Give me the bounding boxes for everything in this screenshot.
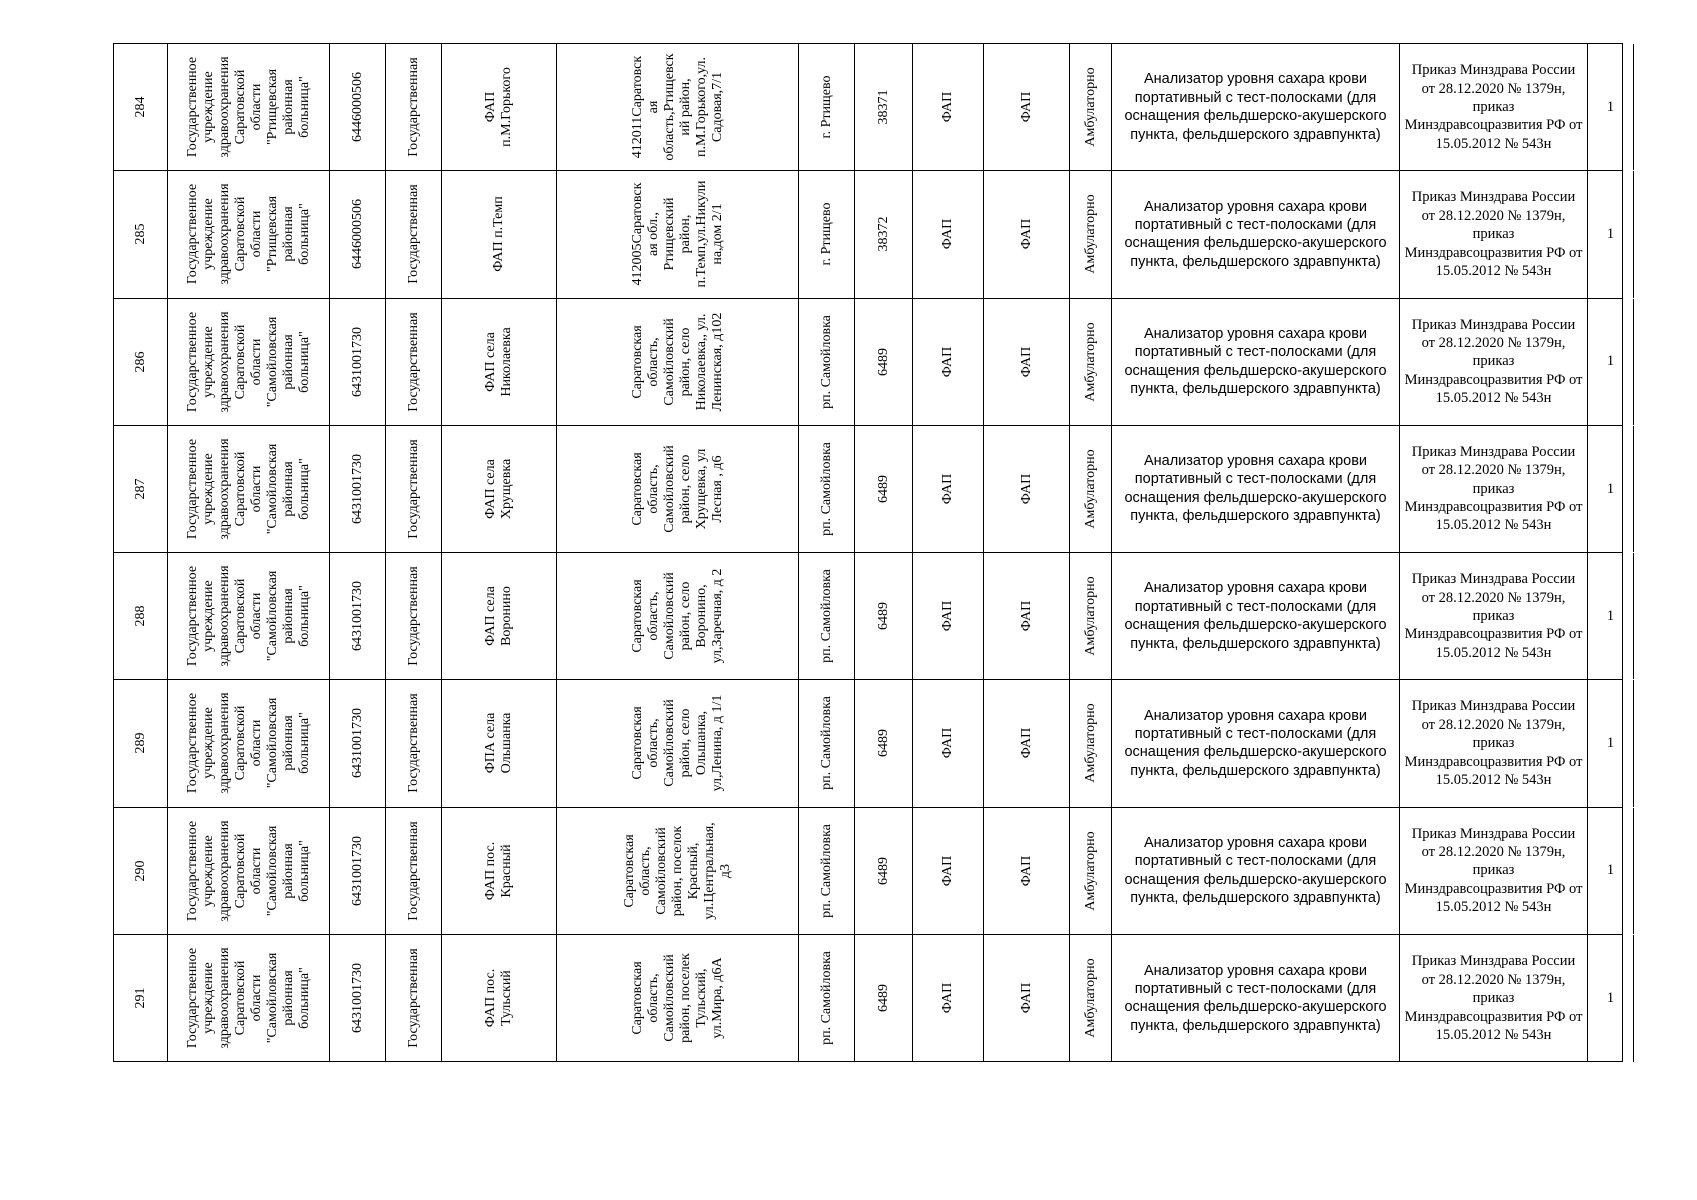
care-conditions-cell <box>1070 299 1112 425</box>
equipment-name-cell <box>1112 44 1400 170</box>
care-conditions: Амбулаторно <box>1082 831 1098 911</box>
regulation-order-cell <box>1400 680 1588 806</box>
quantity: 1 <box>1606 607 1615 624</box>
ownership-form: Государственная <box>405 693 421 794</box>
ownership-form: Государственная <box>405 439 421 539</box>
row-number-cell <box>114 808 168 934</box>
facility-type-cell <box>913 171 984 297</box>
quantity-cell <box>1588 553 1634 679</box>
organization-name: Государственное учреждение здравоохранения Саратовской области "Самойловская районная больница" <box>184 438 312 540</box>
unit-type-cell <box>984 808 1070 934</box>
organization-name-cell <box>168 808 330 934</box>
unit-type-cell <box>984 299 1070 425</box>
organization-name: Государственное учреждение здравоохранения Саратовской области "Самойловская районная больница" <box>184 692 312 794</box>
equipment-name-cell <box>1112 426 1400 552</box>
inn-number: 6446000506 <box>349 199 365 270</box>
quantity: 1 <box>1606 226 1615 243</box>
regulation-order: Приказ Минздрава России от 28.12.2020 № 1379н, приказ Минздравсоцразвития РФ от 15.05.2012 № 543н <box>1404 953 1583 1043</box>
oktmo-code: 6489 <box>875 729 891 758</box>
table-row <box>114 935 1622 1062</box>
facility-address: 412011Саратовск ая область,Ртищевск ий район, п.М.Горького,ул. Садовая,7/1 <box>629 53 725 161</box>
facility-type-cell <box>913 299 984 425</box>
inn-number: 6431001730 <box>349 581 365 652</box>
unit-type-cell <box>984 171 1070 297</box>
locality-cell <box>799 680 855 806</box>
care-conditions: Амбулаторно <box>1082 322 1098 402</box>
oktmo-code-cell <box>855 44 913 170</box>
locality-cell <box>799 171 855 297</box>
locality: рп. Самойловка <box>818 569 834 664</box>
facility-name: ФАП п.Темп <box>491 196 506 273</box>
organization-name-cell <box>168 935 330 1062</box>
equipment-name: Анализатор уровня сахара крови портативный с тест-полосками (для оснащения фельдшерско-акушерского пункта, фельдшерского здравпункта) <box>1124 962 1387 1034</box>
facility-type: ФАП <box>940 983 955 1014</box>
equipment-name: Анализатор уровня сахара крови портативный с тест-полосками (для оснащения фельдшерско-акушерского пункта, фельдшерского здравпункта) <box>1124 834 1387 907</box>
quantity: 1 <box>1606 480 1615 497</box>
regulation-order: Приказ Минздрава России от 28.12.2020 № 1379н, приказ Минздравсоцразвития РФ от 15.05.2012 № 543н <box>1404 443 1583 534</box>
care-conditions-cell <box>1070 680 1112 806</box>
inn-number: 6431001730 <box>349 453 365 524</box>
unit-type-cell <box>984 426 1070 552</box>
row-number: 286 <box>132 351 148 373</box>
row-number: 287 <box>132 478 148 500</box>
facility-type: ФАП <box>940 600 955 632</box>
care-conditions-cell <box>1070 808 1112 934</box>
regulation-order: Приказ Минздрава России от 28.12.2020 № 1379н, приказ Минздравсоцразвития РФ от 15.05.2012 № 543н <box>1404 62 1583 152</box>
facility-name-cell <box>442 935 557 1062</box>
facility-address: 412005Саратовск ая обл., Ртищевский район, п.Темп,ул.Никули на,дом 2/1 <box>629 180 725 288</box>
ownership-form-cell <box>386 935 442 1062</box>
oktmo-code-cell <box>855 680 913 806</box>
facility-address-cell <box>557 299 799 425</box>
facility-name-cell <box>442 299 557 425</box>
care-conditions: Амбулаторно <box>1082 67 1098 147</box>
locality: г. Ртищево <box>818 75 834 139</box>
unit-type-cell <box>984 553 1070 679</box>
row-number: 284 <box>132 96 148 118</box>
regulation-order: Приказ Минздрава России от 28.12.2020 № 1379н, приказ Минздравсоцразвития РФ от 15.05.2012 № 543н <box>1404 825 1583 916</box>
table-row <box>114 299 1622 426</box>
row-number-cell <box>114 426 168 552</box>
ownership-form-cell <box>386 44 442 170</box>
inn-number: 6431001730 <box>349 326 365 397</box>
oktmo-code-cell <box>855 808 913 934</box>
facility-name: ФАП села Воронино <box>483 586 514 647</box>
row-number-cell <box>114 299 168 425</box>
inn-number-cell <box>330 553 386 679</box>
inn-number-cell <box>330 680 386 806</box>
table-row <box>114 553 1622 680</box>
ownership-form: Государственная <box>405 566 421 666</box>
regulation-order: Приказ Минздрава России от 28.12.2020 № 1379н, приказ Минздравсоцразвития РФ от 15.05.2012 № 543н <box>1404 698 1583 788</box>
table-row <box>114 426 1622 553</box>
inn-number-cell <box>330 171 386 297</box>
equipment-name-cell <box>1112 935 1400 1062</box>
oktmo-code: 6489 <box>875 347 891 376</box>
facility-address-cell <box>557 553 799 679</box>
oktmo-code: 6489 <box>875 984 891 1013</box>
unit-type: ФАП <box>1018 346 1034 377</box>
unit-type-cell <box>984 935 1070 1062</box>
organization-name-cell <box>168 680 330 806</box>
regulation-order-cell <box>1400 935 1588 1062</box>
facility-type: ФАП <box>940 473 955 505</box>
facility-name: ФАП пос. Тульский <box>483 969 514 1028</box>
care-conditions: Амбулаторно <box>1082 576 1098 656</box>
inn-number-cell <box>330 44 386 170</box>
ownership-form-cell <box>386 299 442 425</box>
unit-type: ФАП <box>1018 219 1034 250</box>
quantity: 1 <box>1606 990 1615 1007</box>
facility-name: ФАП п.М.Горького <box>483 67 514 147</box>
facility-type-cell <box>913 553 984 679</box>
organization-name: Государственное учреждение здравоохранения Саратовской области "Самойловская районная больница" <box>184 565 312 667</box>
facility-name-cell <box>442 171 557 297</box>
row-number-cell <box>114 44 168 170</box>
organization-name-cell <box>168 44 330 170</box>
quantity: 1 <box>1606 862 1615 879</box>
facility-address: Саратовская область, Самойловский район, село Хрущевка, ул Лесная , д6 <box>629 445 725 533</box>
row-number-cell <box>114 553 168 679</box>
facility-type: ФАП <box>940 728 955 759</box>
care-conditions-cell <box>1070 935 1112 1062</box>
care-conditions: Амбулаторно <box>1082 449 1098 529</box>
facility-name-cell <box>442 680 557 806</box>
care-conditions-cell <box>1070 426 1112 552</box>
row-number-cell <box>114 171 168 297</box>
unit-type-cell <box>984 680 1070 806</box>
unit-type: ФАП <box>1018 600 1034 632</box>
locality: рп. Самойловка <box>818 823 834 918</box>
ownership-form: Государственная <box>405 184 421 285</box>
facility-type: ФАП <box>940 855 955 886</box>
organization-name-cell <box>168 426 330 552</box>
equipment-name-cell <box>1112 680 1400 806</box>
equipment-name-cell <box>1112 299 1400 425</box>
oktmo-code: 6489 <box>875 856 891 885</box>
quantity-cell <box>1588 171 1634 297</box>
quantity-cell <box>1588 808 1634 934</box>
equipment-name-cell <box>1112 171 1400 297</box>
facility-name: ФПА села Ольшанка <box>483 712 514 774</box>
oktmo-code-cell <box>855 935 913 1062</box>
inn-number: 6431001730 <box>349 835 365 906</box>
regulation-order-cell <box>1400 553 1588 679</box>
organization-name: Государственное учреждение здравоохранения Саратовской области "Самойловская районная больница" <box>184 820 312 922</box>
care-conditions: Амбулаторно <box>1082 958 1098 1038</box>
facility-address: Саратовская область, Самойловский район, село Николаевка,, ул. Ленинская, д102 <box>629 312 725 411</box>
unit-type-cell <box>984 44 1070 170</box>
facility-name: ФАП села Николаевка <box>483 326 514 397</box>
locality-cell <box>799 553 855 679</box>
facility-type: ФАП <box>940 219 955 250</box>
locality-cell <box>799 935 855 1062</box>
care-conditions-cell <box>1070 171 1112 297</box>
unit-type: ФАП <box>1018 728 1034 759</box>
facility-name-cell <box>442 808 557 934</box>
unit-type: ФАП <box>1018 983 1034 1014</box>
facility-type: ФАП <box>940 346 955 377</box>
oktmo-code-cell <box>855 299 913 425</box>
inn-number: 6431001730 <box>349 708 365 779</box>
quantity: 1 <box>1606 98 1615 115</box>
unit-type: ФАП <box>1018 91 1034 123</box>
inn-number-cell <box>330 426 386 552</box>
inn-number-cell <box>330 299 386 425</box>
inn-number-cell <box>330 935 386 1062</box>
facility-address-cell <box>557 935 799 1062</box>
table-row <box>114 44 1622 171</box>
row-number: 289 <box>132 732 148 754</box>
regulation-order-cell <box>1400 44 1588 170</box>
facility-name-cell <box>442 426 557 552</box>
care-conditions-cell <box>1070 553 1112 679</box>
organization-name: Государственное учреждение здравоохранения Саратовской области "Самойловская районная больница" <box>184 947 312 1049</box>
ownership-form-cell <box>386 426 442 552</box>
facility-address: Саратовская область, Самойловский район, поселок Красный, ул.Центральная, д3 <box>621 821 733 920</box>
row-number-cell <box>114 935 168 1062</box>
inn-number: 6431001730 <box>349 963 365 1034</box>
facility-address-cell <box>557 171 799 297</box>
organization-name-cell <box>168 299 330 425</box>
equipment-name: Анализатор уровня сахара крови портативный с тест-полосками (для оснащения фельдшерско-акушерского пункта, фельдшерского здравпункта) <box>1124 71 1387 143</box>
oktmo-code-cell <box>855 553 913 679</box>
table-row <box>114 171 1622 298</box>
facility-type-cell <box>913 426 984 552</box>
facility-address: Саратовская область, Самойловский район, село Ольшанка, ул,Ленина, д 1/1 <box>629 695 725 792</box>
row-number: 288 <box>132 605 148 627</box>
facility-type-cell <box>913 808 984 934</box>
equipment-name: Анализатор уровня сахара крови портативный с тест-полосками (для оснащения фельдшерско-акушерского пункта, фельдшерского здравпункта) <box>1124 707 1387 779</box>
quantity-cell <box>1588 44 1634 170</box>
equipment-name: Анализатор уровня сахара крови портативный с тест-полосками (для оснащения фельдшерско-акушерского пункта, фельдшерского здравпункта) <box>1124 198 1387 270</box>
locality-cell <box>799 426 855 552</box>
facility-address: Саратовская область, Самойловский район, село Воронино, ул,Заречная, д 2 <box>629 568 725 664</box>
equipment-name: Анализатор уровня сахара крови портативный с тест-полосками (для оснащения фельдшерско-акушерского пункта, фельдшерского здравпункта) <box>1124 580 1387 652</box>
facility-name-cell <box>442 44 557 170</box>
facility-type-cell <box>913 44 984 170</box>
regulation-order-cell <box>1400 299 1588 425</box>
equipment-name: Анализатор уровня сахара крови портативный с тест-полосками (для оснащения фельдшерско-акушерского пункта, фельдшерского здравпункта) <box>1124 325 1387 398</box>
quantity: 1 <box>1606 353 1615 370</box>
inn-number: 6446000506 <box>349 72 365 143</box>
ownership-form: Государственная <box>405 820 421 921</box>
quantity: 1 <box>1606 735 1615 752</box>
care-conditions-cell <box>1070 44 1112 170</box>
care-conditions: Амбулаторно <box>1082 194 1098 274</box>
organization-name: Государственное учреждение здравоохранения Саратовской области "Ртищевская районная больница" <box>184 56 312 158</box>
locality-cell <box>799 808 855 934</box>
ownership-form-cell <box>386 680 442 806</box>
organization-name-cell <box>168 553 330 679</box>
ownership-form-cell <box>386 171 442 297</box>
locality-cell <box>799 299 855 425</box>
ownership-form-cell <box>386 808 442 934</box>
equipment-table <box>113 43 1623 1062</box>
locality: рп. Самойловка <box>818 951 834 1046</box>
quantity-cell <box>1588 680 1634 806</box>
unit-type: ФАП <box>1018 855 1034 886</box>
oktmo-code: 6489 <box>875 474 891 503</box>
locality: рп. Самойловка <box>818 696 834 791</box>
quantity-cell <box>1588 299 1634 425</box>
row-number-cell <box>114 680 168 806</box>
inn-number-cell <box>330 808 386 934</box>
equipment-name: Анализатор уровня сахара крови портативный с тест-полосками (для оснащения фельдшерско-акушерского пункта, фельдшерского здравпункта) <box>1124 453 1387 525</box>
equipment-name-cell <box>1112 553 1400 679</box>
regulation-order-cell <box>1400 426 1588 552</box>
table-row <box>114 808 1622 935</box>
facility-name: ФАП пос. Красный <box>483 841 514 900</box>
facility-address-cell <box>557 680 799 806</box>
locality: рп. Самойловка <box>818 441 834 536</box>
care-conditions: Амбулаторно <box>1082 703 1098 783</box>
facility-type: ФАП <box>940 91 955 123</box>
facility-address: Саратовская область, Самойловский район, поселек Тульский, ул.Мира, д6А <box>629 953 725 1044</box>
organization-name-cell <box>168 171 330 297</box>
facility-type-cell <box>913 935 984 1062</box>
regulation-order: Приказ Минздрава России от 28.12.2020 № 1379н, приказ Минздравсоцразвития РФ от 15.05.2012 № 543н <box>1404 189 1583 279</box>
ownership-form: Государственная <box>405 948 421 1049</box>
quantity-cell <box>1588 935 1634 1062</box>
ownership-form: Государственная <box>405 57 421 157</box>
regulation-order: Приказ Минздрава России от 28.12.2020 № 1379н, приказ Минздравсоцразвития РФ от 15.05.2012 № 543н <box>1404 316 1583 407</box>
row-number: 291 <box>132 987 148 1009</box>
ownership-form-cell <box>386 553 442 679</box>
facility-name: ФАП села Хрущевка <box>483 458 514 520</box>
quantity-cell <box>1588 426 1634 552</box>
oktmo-code-cell <box>855 171 913 297</box>
oktmo-code-cell <box>855 426 913 552</box>
locality: г. Ртищево <box>818 202 834 266</box>
facility-address-cell <box>557 426 799 552</box>
locality-cell <box>799 44 855 170</box>
facility-type-cell <box>913 680 984 806</box>
equipment-name-cell <box>1112 808 1400 934</box>
regulation-order-cell <box>1400 171 1588 297</box>
regulation-order-cell <box>1400 808 1588 934</box>
organization-name: Государственное учреждение здравоохранения Саратовской области "Ртищевская районная больница" <box>184 183 312 285</box>
row-number: 290 <box>132 860 148 882</box>
facility-address-cell <box>557 808 799 934</box>
unit-type: ФАП <box>1018 473 1034 505</box>
oktmo-code: 38371 <box>875 89 891 125</box>
facility-address-cell <box>557 44 799 170</box>
organization-name: Государственное учреждение здравоохранения Саратовской области "Самойловская районная больница" <box>184 311 312 413</box>
oktmo-code: 38372 <box>875 216 891 252</box>
oktmo-code: 6489 <box>875 602 891 631</box>
ownership-form: Государственная <box>405 311 421 412</box>
table-row <box>114 680 1622 807</box>
row-number: 285 <box>132 223 148 245</box>
locality: рп. Самойловка <box>818 314 834 409</box>
facility-name-cell <box>442 553 557 679</box>
regulation-order: Приказ Минздрава России от 28.12.2020 № 1379н, приказ Минздравсоцразвития РФ от 15.05.2012 № 543н <box>1404 571 1583 661</box>
